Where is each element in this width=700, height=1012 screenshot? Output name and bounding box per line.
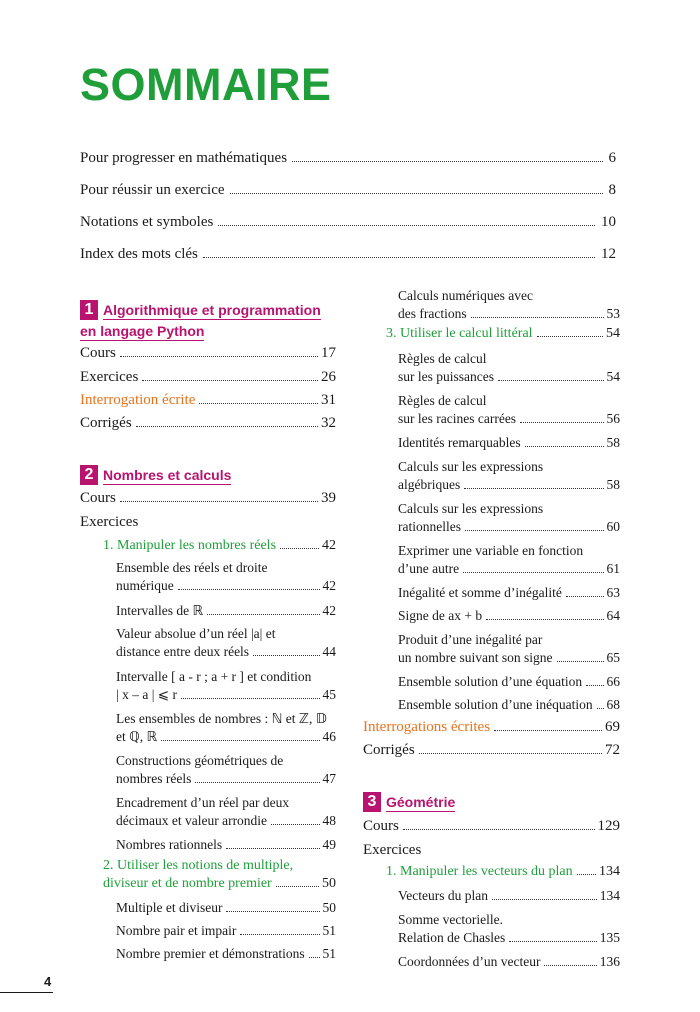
entry-label: Pour réussir un exercice bbox=[80, 182, 225, 198]
toc-subsection[interactable] bbox=[103, 538, 336, 554]
section-title: Nombres et calculs bbox=[103, 467, 232, 483]
entry-label: Notations et symboles bbox=[80, 214, 214, 230]
entry-label: Valeur absolue d’un réel |a| et bbox=[116, 626, 276, 641]
entry-page: 50 bbox=[322, 876, 336, 891]
entry-page: 65 bbox=[606, 650, 620, 665]
entry-page: 48 bbox=[322, 813, 336, 828]
entry-page: 72 bbox=[605, 742, 620, 758]
entry-page: 6 bbox=[608, 150, 616, 166]
entry-page: 69 bbox=[605, 719, 620, 735]
toc-item[interactable] bbox=[116, 559, 336, 595]
toc-subsection[interactable] bbox=[386, 864, 620, 880]
entry-label: Calculs sur les expressions bbox=[398, 459, 544, 474]
entry-label-continued: sur les puissances bbox=[398, 369, 494, 384]
toc-item[interactable] bbox=[398, 287, 620, 323]
entry-page: 17 bbox=[321, 345, 336, 361]
toc-entry-interrogation[interactable] bbox=[363, 719, 620, 736]
entry-page: 50 bbox=[322, 900, 336, 915]
toc-item[interactable] bbox=[398, 953, 620, 971]
entry-label: Identités remarquables bbox=[398, 435, 521, 450]
toc-item[interactable] bbox=[398, 458, 620, 494]
page-title: SOMMAIRE bbox=[80, 59, 332, 110]
entry-label: Cours bbox=[363, 818, 399, 834]
toc-item[interactable] bbox=[116, 710, 336, 746]
entry-label: Ensemble solution d’une équation bbox=[398, 674, 583, 689]
toc-item[interactable] bbox=[398, 392, 620, 428]
entry-page: 44 bbox=[322, 644, 336, 659]
entry-page: 56 bbox=[606, 411, 620, 426]
toc-item[interactable] bbox=[116, 945, 336, 963]
entry-page: 47 bbox=[322, 771, 336, 786]
toc-item[interactable] bbox=[398, 887, 620, 905]
entry-page: 134 bbox=[599, 864, 620, 879]
entry-label: Coordonnées d’un vecteur bbox=[398, 954, 541, 969]
toc-intro-entry[interactable] bbox=[80, 215, 616, 230]
toc-item[interactable] bbox=[116, 922, 336, 940]
entry-label-continued: d’une autre bbox=[398, 561, 460, 576]
entry-label-continued: algébriques bbox=[398, 477, 461, 492]
toc-item[interactable] bbox=[398, 673, 620, 691]
entry-page: 129 bbox=[597, 818, 620, 834]
toc-entry-cours[interactable] bbox=[80, 345, 336, 362]
toc-item[interactable] bbox=[398, 350, 620, 386]
toc-intro-entry[interactable] bbox=[80, 247, 616, 262]
toc-subsection[interactable] bbox=[103, 857, 336, 893]
entry-page: 136 bbox=[599, 954, 620, 969]
entry-label: Ensemble solution d’une inéquation bbox=[398, 697, 593, 712]
entry-page: 66 bbox=[606, 674, 620, 689]
toc-item[interactable] bbox=[116, 668, 336, 704]
entry-label-continued: un nombre suivant son signe bbox=[398, 650, 553, 665]
entry-page: 68 bbox=[606, 697, 620, 712]
section-number-badge: 3 bbox=[363, 792, 381, 812]
entry-label: Corrigés bbox=[363, 742, 415, 758]
toc-entry-corriges[interactable] bbox=[80, 415, 336, 432]
entry-label: Nombres rationnels bbox=[116, 837, 223, 852]
entry-label: Ensemble des réels et droite bbox=[116, 560, 268, 575]
entry-label: Produit d’une inégalité par bbox=[398, 632, 543, 647]
entry-label: 2. Utiliser les notions de multiple, bbox=[103, 858, 294, 873]
entry-page: 53 bbox=[606, 306, 620, 321]
entry-label: Les ensembles de nombres : ℕ et ℤ, 𝔻 bbox=[116, 711, 327, 726]
entry-page: 8 bbox=[608, 182, 616, 198]
entry-label: Intervalles de ℝ bbox=[116, 603, 204, 618]
entry-label-continued: distance entre deux réels bbox=[116, 644, 250, 659]
toc-intro-entry[interactable] bbox=[80, 183, 616, 198]
entry-label: Interrogations écrites bbox=[363, 719, 491, 735]
toc-item[interactable] bbox=[116, 602, 336, 620]
entry-page: 63 bbox=[606, 585, 620, 600]
entry-page: 12 bbox=[601, 246, 616, 262]
entry-label: Cours bbox=[80, 490, 116, 506]
toc-item[interactable] bbox=[116, 794, 336, 830]
page-number: 4 bbox=[44, 974, 52, 989]
entry-label: Somme vectorielle. bbox=[398, 912, 503, 927]
entry-label: Inégalité et somme d’inégalité bbox=[398, 585, 562, 600]
entry-label: Calculs numériques avec bbox=[398, 288, 533, 303]
entry-label: Règles de calcul bbox=[398, 393, 487, 408]
entry-label: Exprimer une variable en fonction bbox=[398, 543, 584, 558]
entry-label: Signe de ax + b bbox=[398, 608, 483, 623]
entry-label-continued: nombres réels bbox=[116, 771, 192, 786]
entry-page: 42 bbox=[322, 538, 336, 553]
page-number-rule bbox=[0, 992, 53, 993]
entry-page: 135 bbox=[599, 930, 620, 945]
entry-label: Cours bbox=[80, 345, 116, 361]
section-number-badge: 1 bbox=[80, 300, 98, 320]
entry-page: 31 bbox=[321, 392, 336, 408]
toc-entry-exercices-label: Exercices bbox=[80, 514, 139, 530]
entry-label: Nombre premier et démonstrations bbox=[116, 946, 305, 961]
entry-page: 10 bbox=[601, 214, 616, 230]
toc-subsection[interactable] bbox=[386, 326, 620, 342]
toc-item[interactable] bbox=[398, 542, 620, 578]
toc-entry-cours[interactable] bbox=[80, 490, 336, 507]
entry-page: 32 bbox=[321, 415, 336, 431]
entry-label: Index des mots clés bbox=[80, 246, 198, 262]
entry-page: 45 bbox=[322, 687, 336, 702]
entry-label: Constructions géométriques de bbox=[116, 753, 284, 768]
entry-label: Pour progresser en mathématiques bbox=[80, 150, 288, 166]
entry-label-continued: diviseur et de nombre premier bbox=[103, 876, 272, 891]
entry-label-continued: | x – a | ⩽ r bbox=[116, 687, 177, 702]
entry-page: 61 bbox=[606, 561, 620, 576]
entry-page: 58 bbox=[606, 477, 620, 492]
entry-label: Intervalle [ a - r ; a + r ] et condition bbox=[116, 669, 312, 684]
entry-label-continued: rationnelles bbox=[398, 519, 461, 534]
entry-label-continued: numérique bbox=[116, 578, 174, 593]
toc-item[interactable] bbox=[116, 625, 336, 661]
entry-page: 51 bbox=[322, 946, 336, 961]
section-title-continued: en langage Python bbox=[80, 323, 205, 339]
entry-label: Calculs sur les expressions bbox=[398, 501, 544, 516]
entry-page: 60 bbox=[606, 519, 620, 534]
entry-page: 42 bbox=[322, 578, 336, 593]
toc-entry-interrogation[interactable] bbox=[80, 392, 336, 409]
toc-intro-entry[interactable] bbox=[80, 151, 616, 166]
entry-label: 1. Manipuler les vecteurs du plan bbox=[386, 864, 573, 879]
entry-label: 1. Manipuler les nombres réels bbox=[103, 538, 277, 553]
toc-item[interactable] bbox=[398, 631, 620, 667]
entry-label: Interrogation écrite bbox=[80, 392, 196, 408]
entry-page: 64 bbox=[606, 608, 620, 623]
toc-item[interactable] bbox=[398, 911, 620, 947]
entry-page: 51 bbox=[322, 923, 336, 938]
entry-label: Multiple et diviseur bbox=[116, 900, 223, 915]
entry-label: Corrigés bbox=[80, 415, 132, 431]
entry-page: 26 bbox=[321, 369, 336, 385]
entry-page: 58 bbox=[606, 435, 620, 450]
toc-entry-exercices-label: Exercices bbox=[363, 842, 422, 858]
entry-page: 54 bbox=[606, 326, 620, 341]
entry-label-continued: sur les racines carrées bbox=[398, 411, 517, 426]
entry-label-continued: et ℚ, ℝ bbox=[116, 729, 158, 744]
toc-item[interactable] bbox=[398, 696, 620, 714]
toc-entry-exercices[interactable] bbox=[80, 369, 336, 386]
toc-item[interactable] bbox=[398, 500, 620, 536]
section-2-heading[interactable] bbox=[80, 465, 231, 486]
section-1-heading[interactable] bbox=[80, 300, 321, 342]
entry-page: 39 bbox=[321, 490, 336, 506]
entry-label: Nombre pair et impair bbox=[116, 923, 237, 938]
entry-label-continued: des fractions bbox=[398, 306, 467, 321]
toc-item[interactable] bbox=[116, 899, 336, 917]
entry-label-continued: décimaux et valeur arrondie bbox=[116, 813, 268, 828]
toc-entry-corriges[interactable] bbox=[363, 742, 620, 759]
toc-entry-cours[interactable] bbox=[363, 818, 620, 835]
section-title: Algorithmique et programmation bbox=[103, 302, 321, 318]
section-3-heading[interactable] bbox=[363, 792, 455, 813]
entry-page: 134 bbox=[599, 888, 620, 903]
toc-item[interactable] bbox=[398, 607, 620, 625]
toc-item[interactable] bbox=[116, 836, 336, 854]
toc-item[interactable] bbox=[398, 584, 620, 602]
toc-item[interactable] bbox=[116, 752, 336, 788]
entry-label: 3. Utiliser le calcul littéral bbox=[386, 326, 533, 341]
entry-label: Règles de calcul bbox=[398, 351, 487, 366]
entry-page: 54 bbox=[606, 369, 620, 384]
toc-item[interactable] bbox=[398, 434, 620, 452]
entry-label: Vecteurs du plan bbox=[398, 888, 488, 903]
entry-label: Encadrement d’un réel par deux bbox=[116, 795, 290, 810]
section-number-badge: 2 bbox=[80, 465, 98, 485]
entry-page: 42 bbox=[322, 603, 336, 618]
entry-page: 46 bbox=[322, 729, 336, 744]
section-title: Géométrie bbox=[386, 794, 456, 810]
entry-label: Exercices bbox=[80, 369, 139, 385]
entry-label-continued: Relation de Chasles bbox=[398, 930, 506, 945]
entry-page: 49 bbox=[322, 837, 336, 852]
